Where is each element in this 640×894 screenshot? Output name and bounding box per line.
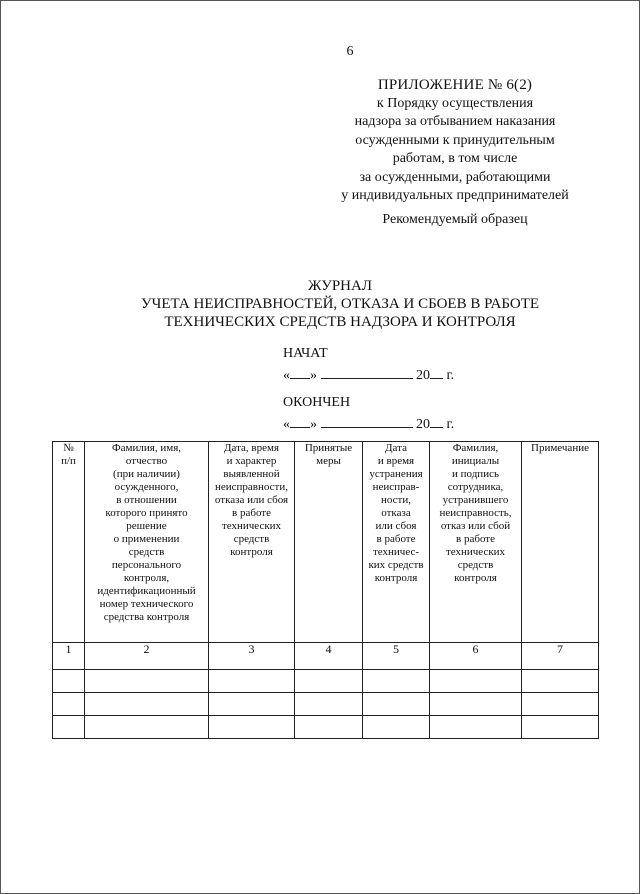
column-header-1 (53, 442, 85, 643)
table-cell[interactable] (522, 693, 599, 716)
column-header-line: контроля, (123, 572, 170, 584)
year-prefix: 20 (416, 368, 430, 383)
table-cell[interactable] (53, 670, 85, 693)
column-header-line: отказ или сбой (440, 520, 511, 532)
column-header-line: устранения (369, 468, 423, 480)
journal-subtitle-line: УЧЕТА НЕИСПРАВНОСТЕЙ, ОТКАЗА И СБОЕВ В РАБОТЕ (140, 296, 540, 312)
column-header-line: номер технического (99, 598, 194, 610)
column-header-line: средств (457, 559, 494, 571)
column-header-line: Дата, время (223, 442, 280, 454)
table-cell[interactable] (430, 716, 522, 739)
table-cell[interactable] (85, 693, 209, 716)
column-header-5 (363, 442, 430, 643)
column-header-line: которого принято (105, 507, 188, 519)
column-header-6 (430, 442, 522, 643)
table-cell[interactable] (53, 693, 85, 716)
column-header-2 (85, 442, 209, 643)
column-header-line: (при наличии) (113, 468, 180, 480)
close-quote: » (310, 368, 317, 383)
column-header-line: ности, (381, 494, 411, 506)
column-header-line: отказа (381, 507, 411, 519)
year-suffix: г. (446, 368, 455, 383)
journal-heading (100, 277, 580, 331)
table-cell[interactable] (363, 693, 430, 716)
table-cell[interactable] (53, 716, 85, 739)
column-header-line: и подпись (452, 468, 499, 480)
column-header-line: сотрудника, (447, 481, 504, 493)
column-header-4 (295, 442, 363, 643)
column-header-line: идентификационный (97, 585, 196, 597)
table-cell[interactable] (85, 716, 209, 739)
table-cell[interactable] (209, 693, 295, 716)
sample-label: Рекомендуемый образец (382, 212, 528, 227)
year-prefix: 20 (416, 417, 430, 432)
table-cell[interactable] (209, 716, 295, 739)
column-header-line: контроля (374, 572, 418, 584)
column-header-line: решение (126, 520, 167, 532)
column-header-line: п/п (61, 455, 76, 467)
column-header-line: в работе (456, 533, 495, 545)
ended-block (283, 392, 454, 436)
column-header-line: технических (221, 520, 282, 532)
day-blank[interactable] (290, 414, 310, 428)
table-cell[interactable] (522, 716, 599, 739)
column-header-line: в работе (232, 507, 271, 519)
column-header-line: контроля (454, 572, 497, 584)
column-header-line: инициалы (451, 455, 500, 467)
column-header-line: неисправность, (439, 507, 512, 519)
month-blank[interactable] (321, 365, 413, 379)
column-header-line: ких средств (368, 559, 424, 571)
column-header-line: неисправ- (372, 481, 420, 493)
ended-date-line (283, 414, 454, 436)
appendix-line: у индивидуальных предпринимателей (341, 188, 569, 203)
column-number: 4 (295, 643, 363, 670)
close-quote: » (310, 417, 317, 432)
column-header-line: о применении (113, 533, 180, 545)
column-header-line: и характер (226, 455, 277, 467)
column-number: 7 (522, 643, 599, 670)
appendix-line: осужденными к принудительным (355, 132, 555, 148)
month-blank[interactable] (321, 414, 413, 428)
appendix-line: за осужденными, работающими (359, 169, 551, 185)
column-header-line: в работе (376, 533, 416, 545)
appendix-line: надзора за отбыванием наказания (354, 114, 556, 129)
column-header-line: средств (128, 546, 165, 558)
open-quote: « (283, 417, 290, 432)
appendix-line: работам, в том числе (392, 151, 518, 166)
column-number: 3 (209, 643, 295, 670)
column-header-line: и время (377, 455, 415, 467)
journal-title: ЖУРНАЛ (307, 278, 373, 294)
column-header-3 (209, 442, 295, 643)
open-quote: « (283, 368, 290, 383)
table-header-row (53, 442, 599, 643)
table-cell[interactable] (209, 670, 295, 693)
table-cell[interactable] (295, 716, 363, 739)
column-header-line: Фамилия, имя, (111, 442, 181, 454)
table-cell[interactable] (85, 670, 209, 693)
column-header-line: Примечание (531, 442, 589, 454)
column-header-line: Принятые (304, 442, 353, 454)
table-cell[interactable] (295, 693, 363, 716)
table-cell[interactable] (363, 670, 430, 693)
column-header-line: средств (233, 533, 270, 545)
column-header-line: техничес- (372, 546, 420, 558)
column-header-line: Дата (385, 442, 407, 454)
table-row (53, 670, 599, 693)
column-header-line: осужденного, (114, 481, 179, 493)
table-cell[interactable] (522, 670, 599, 693)
column-header-line: меры (316, 455, 341, 467)
year-suffix: г. (446, 417, 455, 432)
column-header-line: № (63, 442, 74, 454)
column-number: 5 (363, 643, 430, 670)
started-date-line (283, 365, 454, 387)
column-header-7 (522, 442, 599, 643)
column-header-line: средства контроля (103, 611, 190, 623)
column-header-line: или сбоя (375, 520, 417, 532)
table-row (53, 693, 599, 716)
page-number: 6 (346, 44, 354, 59)
journal-subtitle-line: ТЕХНИЧЕСКИХ СРЕДСТВ НАДЗОРА И КОНТРОЛЯ (164, 314, 516, 330)
started-label: НАЧАТ (283, 346, 328, 361)
appendix-line: к Порядку осуществления (376, 95, 534, 111)
column-header-line: неисправности, (215, 481, 288, 493)
table-row (53, 716, 599, 739)
day-blank[interactable] (290, 365, 310, 379)
column-header-line: устранившего (442, 494, 509, 506)
table-cell[interactable] (430, 693, 522, 716)
column-header-line: Фамилия, (452, 442, 499, 454)
column-header-line: отчество (125, 455, 168, 467)
column-header-line: персонального (111, 559, 182, 571)
column-header-line: отказа или сбоя (214, 494, 289, 506)
column-number: 2 (85, 643, 209, 670)
started-block (283, 343, 454, 387)
appendix-title: ПРИЛОЖЕНИЕ № 6(2) (377, 77, 533, 93)
table-cell[interactable] (430, 670, 522, 693)
table-cell[interactable] (295, 670, 363, 693)
ended-label: ОКОНЧЕН (283, 395, 351, 410)
column-header-line: в отношении (116, 494, 177, 506)
column-number: 1 (53, 643, 85, 670)
column-number: 6 (430, 643, 522, 670)
year-blank[interactable] (430, 365, 443, 379)
appendix-block (320, 76, 590, 206)
journal-table (52, 441, 599, 739)
column-header-line: выявленной (223, 468, 280, 480)
column-number-row (53, 643, 599, 670)
year-blank[interactable] (430, 414, 443, 428)
table-cell[interactable] (363, 716, 430, 739)
column-header-line: контроля (230, 546, 273, 558)
column-header-line: технических (445, 546, 506, 558)
